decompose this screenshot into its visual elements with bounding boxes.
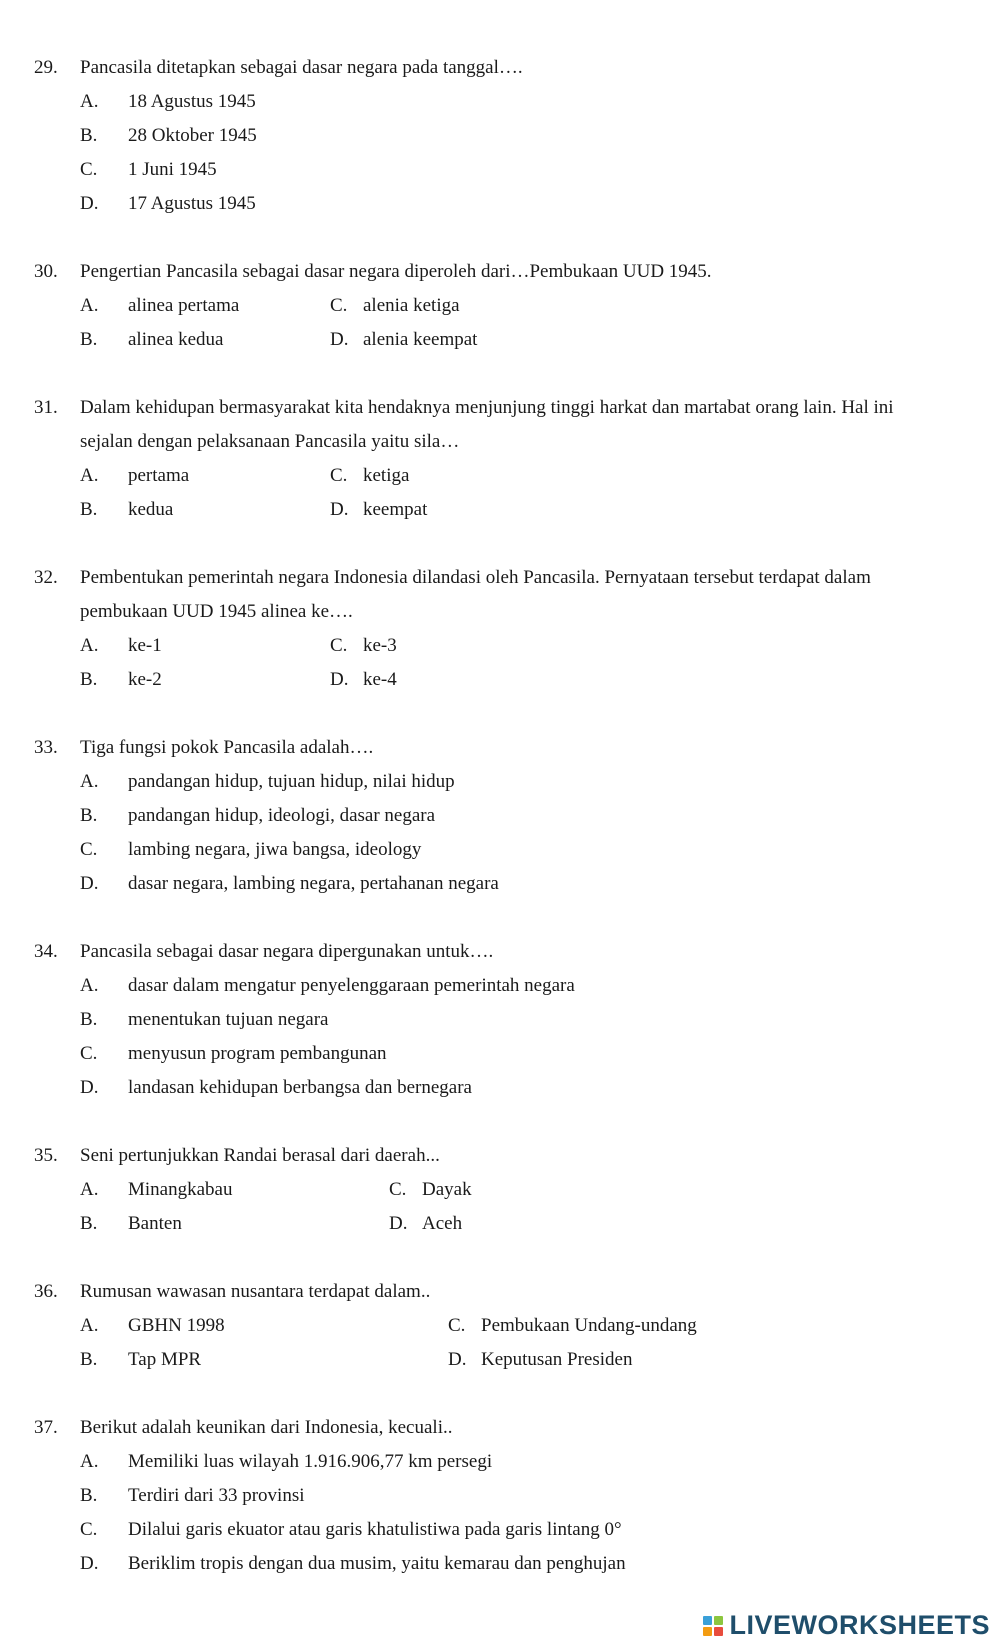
option-c[interactable]: Dilalui garis ekuator atau garis khatulistiwa pada garis lintang 0°: [128, 1519, 622, 1540]
option-letter: D.: [80, 193, 99, 214]
option-letter: B.: [80, 1213, 98, 1234]
option-letter: B.: [80, 805, 98, 826]
option-letter: A.: [80, 465, 99, 486]
question-text: Pengertian Pancasila sebagai dasar negara diperoleh dari…Pembukaan UUD 1945.: [80, 261, 712, 282]
option-b[interactable]: ke-2: [128, 669, 162, 690]
question-text: Pancasila sebagai dasar negara dipergunakan untuk….: [80, 941, 494, 962]
option-letter: A.: [80, 91, 99, 112]
option-letter: B.: [80, 329, 98, 350]
option-c[interactable]: lambing negara, jiwa bangsa, ideology: [128, 839, 422, 860]
option-letter: C.: [80, 159, 98, 180]
option-d[interactable]: ke-4: [363, 669, 397, 690]
option-c[interactable]: alenia ketiga: [363, 295, 460, 316]
option-letter: C.: [80, 839, 98, 860]
question-number: 33.: [34, 737, 58, 758]
option-c[interactable]: Pembukaan Undang-undang: [481, 1315, 697, 1336]
option-b[interactable]: alinea kedua: [128, 329, 224, 350]
option-letter: D.: [330, 499, 349, 520]
option-b[interactable]: Tap MPR: [128, 1349, 202, 1370]
question-number: 29.: [34, 57, 58, 78]
option-d[interactable]: landasan kehidupan berbangsa dan bernegara: [128, 1077, 472, 1098]
option-letter: C.: [330, 295, 348, 316]
option-c[interactable]: ke-3: [363, 635, 397, 656]
liveworksheets-logo: [703, 1610, 990, 1641]
option-a[interactable]: pandangan hidup, tujuan hidup, nilai hidup: [128, 771, 455, 792]
option-a[interactable]: pertama: [128, 465, 190, 486]
option-letter: C.: [330, 465, 348, 486]
option-letter: A.: [80, 635, 99, 656]
option-a[interactable]: Minangkabau: [128, 1179, 233, 1200]
logo-square-2: [714, 1616, 723, 1625]
question-number: 35.: [34, 1145, 58, 1166]
option-letter: D.: [448, 1349, 467, 1370]
option-letter: D.: [80, 873, 99, 894]
option-a[interactable]: dasar dalam mengatur penyelenggaraan pemerintah negara: [128, 975, 575, 996]
question-number: 36.: [34, 1281, 58, 1302]
option-letter: B.: [80, 669, 98, 690]
question-number: 37.: [34, 1417, 58, 1438]
option-letter: B.: [80, 499, 98, 520]
logo-square-1: [703, 1616, 712, 1625]
option-b[interactable]: Banten: [128, 1213, 182, 1234]
question-text: Seni pertunjukkan Randai berasal dari daerah...: [80, 1145, 440, 1166]
question-text-continued: sejalan dengan pelaksanaan Pancasila yaitu sila…: [80, 431, 460, 452]
question-text: Dalam kehidupan bermasyarakat kita hendaknya menjunjung tinggi harkat dan martabat orang lain. Hal ini: [80, 397, 894, 418]
option-a[interactable]: 18 Agustus 1945: [128, 91, 256, 112]
option-letter: C.: [330, 635, 348, 656]
option-c[interactable]: menyusun program pembangunan: [128, 1043, 387, 1064]
option-d[interactable]: Keputusan Presiden: [481, 1349, 633, 1370]
option-d[interactable]: Aceh: [422, 1213, 463, 1234]
logo-square-4: [714, 1627, 723, 1636]
option-letter: B.: [80, 1009, 98, 1030]
option-letter: A.: [80, 295, 99, 316]
option-letter: B.: [80, 125, 98, 146]
option-a[interactable]: ke-1: [128, 635, 162, 656]
option-b[interactable]: pandangan hidup, ideologi, dasar negara: [128, 805, 436, 826]
question-text: Tiga fungsi pokok Pancasila adalah….: [80, 737, 374, 758]
option-letter: D.: [389, 1213, 408, 1234]
option-d[interactable]: 17 Agustus 1945: [128, 193, 256, 214]
logo-text: LIVEWORKSHEETS: [729, 1610, 990, 1640]
question-number: 32.: [34, 567, 58, 588]
option-d[interactable]: keempat: [363, 499, 428, 520]
logo-mark-icon: [703, 1616, 723, 1636]
option-letter: C.: [80, 1519, 98, 1540]
question-text: Pancasila ditetapkan sebagai dasar negara pada tanggal….: [80, 57, 523, 78]
question-text: Berikut adalah keunikan dari Indonesia, kecuali..: [80, 1417, 453, 1438]
option-letter: A.: [80, 1315, 99, 1336]
option-a[interactable]: Memiliki luas wilayah 1.916.906,77 km persegi: [128, 1451, 493, 1472]
question-number: 31.: [34, 397, 58, 418]
option-letter: A.: [80, 975, 99, 996]
option-letter: A.: [80, 1451, 99, 1472]
option-b[interactable]: kedua: [128, 499, 174, 520]
option-letter: C.: [448, 1315, 466, 1336]
logo-square-3: [703, 1627, 712, 1636]
question-text-continued: pembukaan UUD 1945 alinea ke….: [80, 601, 353, 622]
option-letter: D.: [80, 1077, 99, 1098]
option-letter: B.: [80, 1485, 98, 1506]
option-b[interactable]: Terdiri dari 33 provinsi: [128, 1485, 305, 1506]
question-text: Pembentukan pemerintah negara Indonesia dilandasi oleh Pancasila. Pernyataan tersebut terdapat dalam: [80, 567, 871, 588]
option-letter: D.: [80, 1553, 99, 1574]
option-c[interactable]: Dayak: [422, 1179, 472, 1200]
option-letter: D.: [330, 669, 349, 690]
option-letter: C.: [80, 1043, 98, 1064]
option-letter: D.: [330, 329, 349, 350]
option-b[interactable]: 28 Oktober 1945: [128, 125, 257, 146]
option-letter: B.: [80, 1349, 98, 1370]
option-letter: C.: [389, 1179, 407, 1200]
option-letter: A.: [80, 1179, 99, 1200]
option-c[interactable]: ketiga: [363, 465, 410, 486]
option-d[interactable]: alenia keempat: [363, 329, 478, 350]
option-c[interactable]: 1 Juni 1945: [128, 159, 217, 180]
option-b[interactable]: menentukan tujuan negara: [128, 1009, 329, 1030]
option-letter: A.: [80, 771, 99, 792]
option-d[interactable]: Beriklim tropis dengan dua musim, yaitu kemarau dan penghujan: [128, 1553, 626, 1574]
question-number: 34.: [34, 941, 58, 962]
option-a[interactable]: GBHN 1998: [128, 1315, 225, 1336]
option-a[interactable]: alinea pertama: [128, 295, 240, 316]
question-number: 30.: [34, 261, 58, 282]
question-text: Rumusan wawasan nusantara terdapat dalam..: [80, 1281, 431, 1302]
option-d[interactable]: dasar negara, lambing negara, pertahanan negara: [128, 873, 499, 894]
